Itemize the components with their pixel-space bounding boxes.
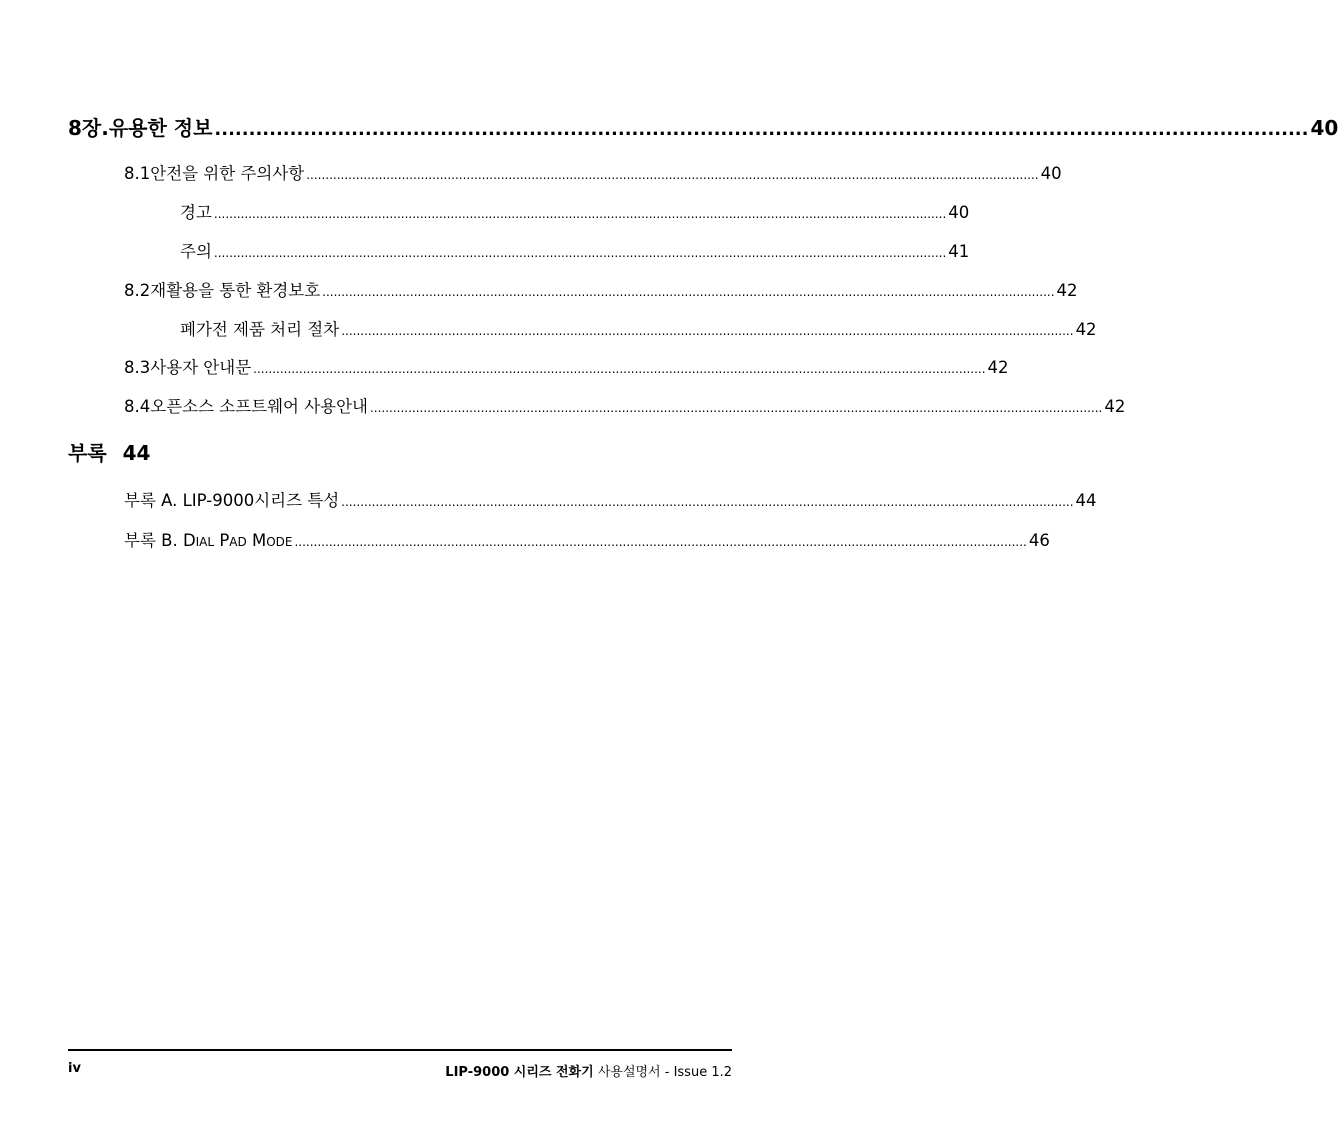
toc-appendix[interactable] <box>68 437 150 466</box>
section-page: 40 <box>1040 164 1062 183</box>
dot-leader: ................................................................................................................................................................ <box>214 119 1309 140</box>
dot-leader: ................................................................................................................................................................................................ <box>306 168 1039 182</box>
section-number: 8.2 <box>124 281 151 300</box>
section-title: 재활용을 통한 환경보호 <box>150 281 321 300</box>
chapter-number: 8장. <box>68 116 109 140</box>
dot-leader: ................................................................................................................................................................................................ <box>213 246 947 260</box>
subsection-page: 41 <box>948 242 970 261</box>
toc-entry-caution[interactable] <box>180 238 970 262</box>
appendix-entry-page: 44 <box>1075 491 1097 510</box>
subsection-page: 40 <box>948 203 970 222</box>
toc-entry-8-2[interactable] <box>124 277 1078 301</box>
appendix-entry-name: Dial Pad Mode <box>182 531 293 550</box>
footer-product: LIP-9000 시리즈 전화기 <box>445 1065 594 1080</box>
toc-entry-disposal[interactable] <box>180 316 1097 340</box>
appendix-title: 부록 <box>68 441 107 465</box>
appendix-entry-title <box>124 527 292 551</box>
appendix-page: 44 <box>122 441 151 465</box>
section-title: 안전을 위한 주의사항 <box>150 164 305 183</box>
subsection-title: 주의 <box>180 242 212 261</box>
chapter-page: 40 <box>1310 116 1338 140</box>
toc-entry-appendix-b[interactable] <box>124 527 1050 551</box>
appendix-entry-page: 46 <box>1028 531 1050 550</box>
dot-leader: ................................................................................................................................................................................................ <box>369 401 1103 415</box>
section-number: 8.3 <box>124 358 151 377</box>
footer-doc-title <box>445 1061 732 1080</box>
footer-page-number: iv <box>68 1061 81 1076</box>
section-title: 사용자 안내문 <box>150 358 252 377</box>
subsection-page: 42 <box>1075 320 1097 339</box>
appendix-entry-title: 부록 A. LIP-9000시리즈 특성 <box>124 491 340 510</box>
toc-entry-8-3[interactable] <box>124 354 1009 378</box>
chapter-title: 유용한 정보 <box>108 116 213 140</box>
footer-doc: 사용설명서 - Issue 1.2 <box>597 1065 732 1080</box>
toc-entry-8-4[interactable] <box>124 393 1126 417</box>
dot-leader: ................................................................................................................................................................................................ <box>213 207 947 221</box>
dot-leader: ................................................................................................................................................................................................ <box>341 495 1074 509</box>
toc-entry-appendix-a[interactable] <box>124 487 1097 511</box>
toc-entry-warning[interactable] <box>180 199 970 223</box>
section-page: 42 <box>1056 281 1078 300</box>
dot-leader: ................................................................................................................................................................................................ <box>322 285 1055 299</box>
toc-chapter-8[interactable] <box>68 112 1338 141</box>
subsection-title: 폐가전 제품 처리 절차 <box>180 320 340 339</box>
section-number: 8.1 <box>124 164 151 183</box>
section-page: 42 <box>987 358 1009 377</box>
dot-leader: ................................................................................................................................................................................................ <box>341 324 1074 338</box>
dot-leader: ................................................................................................................................................................................................ <box>253 362 986 376</box>
footer-rule <box>68 1049 732 1051</box>
section-page: 42 <box>1104 397 1126 416</box>
section-number: 8.4 <box>124 397 151 416</box>
dot-leader: ................................................................................................................................................................................................ <box>294 535 1027 549</box>
toc-entry-8-1[interactable] <box>124 160 1062 184</box>
appendix-entry-prefix: 부록 B. <box>124 531 178 550</box>
subsection-title: 경고 <box>180 203 212 222</box>
section-title: 오픈소스 소프트웨어 사용안내 <box>150 397 368 416</box>
